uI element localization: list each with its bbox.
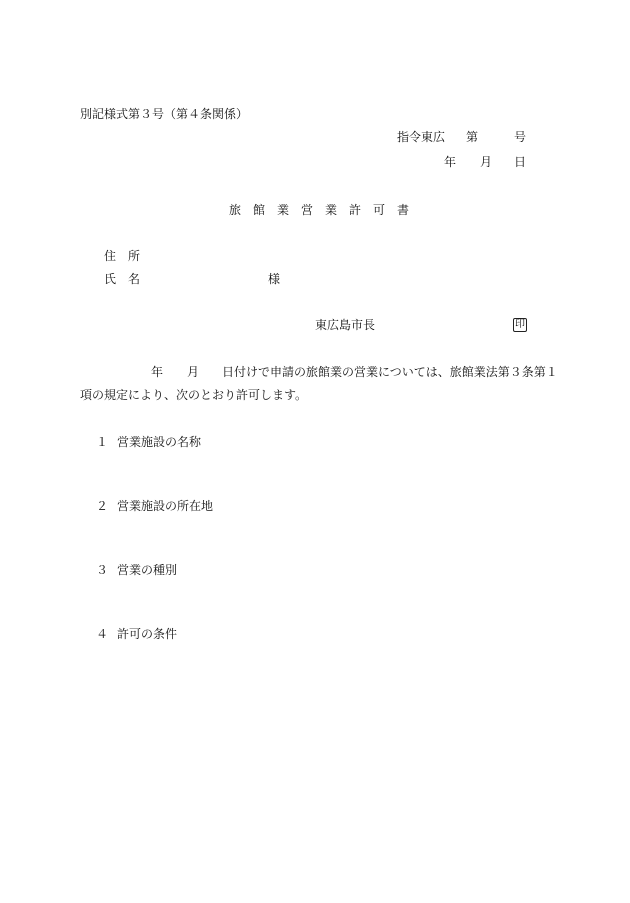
doc-number-prefix: 指令東広 bbox=[397, 130, 446, 144]
item-3-number: ３ bbox=[96, 563, 109, 577]
item-3-label: 営業の種別 bbox=[117, 563, 178, 577]
body-line2: 項の規定により、次のとおり許可します。 bbox=[80, 388, 308, 402]
seal-mark: 印 bbox=[515, 319, 525, 330]
body-year: 年 bbox=[151, 365, 164, 379]
name-label: 氏 名 bbox=[104, 272, 141, 286]
date-day: 日 bbox=[514, 155, 527, 169]
honorific: 様 bbox=[268, 272, 281, 286]
item-4-label: 許可の条件 bbox=[117, 627, 178, 641]
form-label: 別記様式第３号（第４条関係） bbox=[80, 107, 249, 121]
body-line1: 日付けで申請の旅館業の営業については、旅館業法第３条第１ bbox=[222, 365, 558, 379]
item-4-number: ４ bbox=[96, 627, 109, 641]
document-title: 旅 館 業 営 業 許 可 書 bbox=[229, 203, 410, 217]
issuer-name: 東広島市長 bbox=[315, 318, 376, 332]
item-2-label: 営業施設の所在地 bbox=[117, 499, 214, 513]
body-month: 月 bbox=[187, 365, 200, 379]
doc-number-go: 号 bbox=[514, 130, 527, 144]
item-1-label: 営業施設の名称 bbox=[117, 435, 202, 449]
doc-number-dai: 第 bbox=[466, 130, 479, 144]
address-label: 住 所 bbox=[104, 249, 141, 263]
date-month: 月 bbox=[480, 155, 493, 169]
item-2-number: ２ bbox=[96, 499, 109, 513]
date-year: 年 bbox=[444, 155, 457, 169]
item-1-number: １ bbox=[96, 435, 109, 449]
